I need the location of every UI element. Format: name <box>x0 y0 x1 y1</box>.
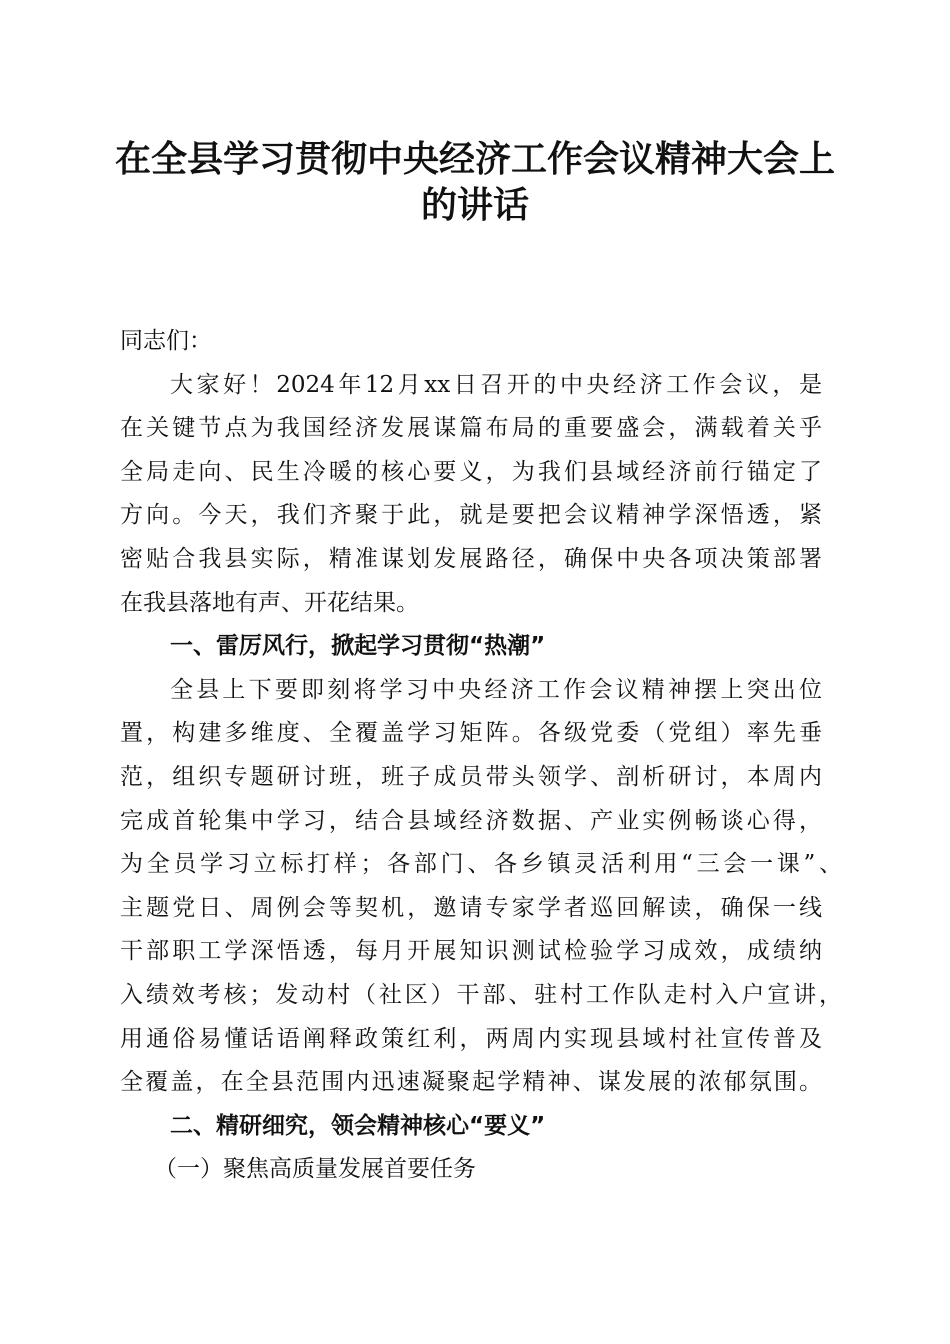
title-line: 的讲话 <box>420 184 529 226</box>
text-line: 全覆盖，在全县范围内迅速凝聚起学精神、谋发展的浓郁氛围。 <box>120 1069 822 1096</box>
text-line: 置，构建多维度、全覆盖学习矩阵。各级党委（党组）率先垂 <box>120 720 822 747</box>
text-line: 用通俗易懂话语阐释政策红利，两周内实现县域村社宣传普及 <box>120 1025 822 1052</box>
text-line: 在关键节点为我国经济发展谋篇布局的重要盛会，满载着关乎 <box>120 415 822 442</box>
paragraph-2 <box>120 669 842 1105</box>
section-heading-1: 一、雷厉风行，掀起学习贯彻“热潮” <box>170 633 546 660</box>
text-line: 方向。今天，我们齐聚于此，就是要把会议精神学深悟透，紧 <box>120 502 822 529</box>
document-body <box>120 320 842 1192</box>
paragraph-1 <box>120 364 822 626</box>
text-line: 大家好！2024年12月xx日召开的中央经济工作会议，是 <box>170 371 822 398</box>
text-line: 全县上下要即刻将学习中央经济工作会议精神摆上突出位 <box>170 676 822 703</box>
subsection-heading-1: （一）聚焦高质量发展首要任务 <box>154 1156 476 1183</box>
text-line: 在我县落地有声、开花结果。 <box>120 589 419 616</box>
document-title <box>100 136 850 228</box>
text-line: 入绩效考核；发动村（社区）干部、驻村工作队走村入户宣讲， <box>120 981 842 1008</box>
text-line: 为全员学习立标打样；各部门、各乡镇灵活利用“三会一课”、 <box>120 851 842 878</box>
salutation: 同志们： <box>120 328 212 354</box>
section-heading-2: 二、精研细究，领会精神核心“要义” <box>170 1112 546 1139</box>
title-line: 在全县学习贯彻中央经济工作会议精神大会上 <box>114 138 835 180</box>
text-line: 密贴合我县实际，精准谋划发展路径，确保中央各项决策部署 <box>120 545 822 572</box>
text-line: 干部职工学深悟透，每月开展知识测试检验学习成效，成绩纳 <box>120 938 822 965</box>
text-line: 全局走向、民生冷暖的核心要义，为我们县域经济前行锚定了 <box>120 458 822 485</box>
text-line: 完成首轮集中学习，结合县域经济数据、产业实例畅谈心得， <box>120 807 822 834</box>
text-line: 范，组织专题研讨班，班子成员带头领学、剖析研讨，本周内 <box>120 763 822 790</box>
text-line: 主题党日、周例会等契机，邀请专家学者巡回解读，确保一线 <box>120 894 822 921</box>
